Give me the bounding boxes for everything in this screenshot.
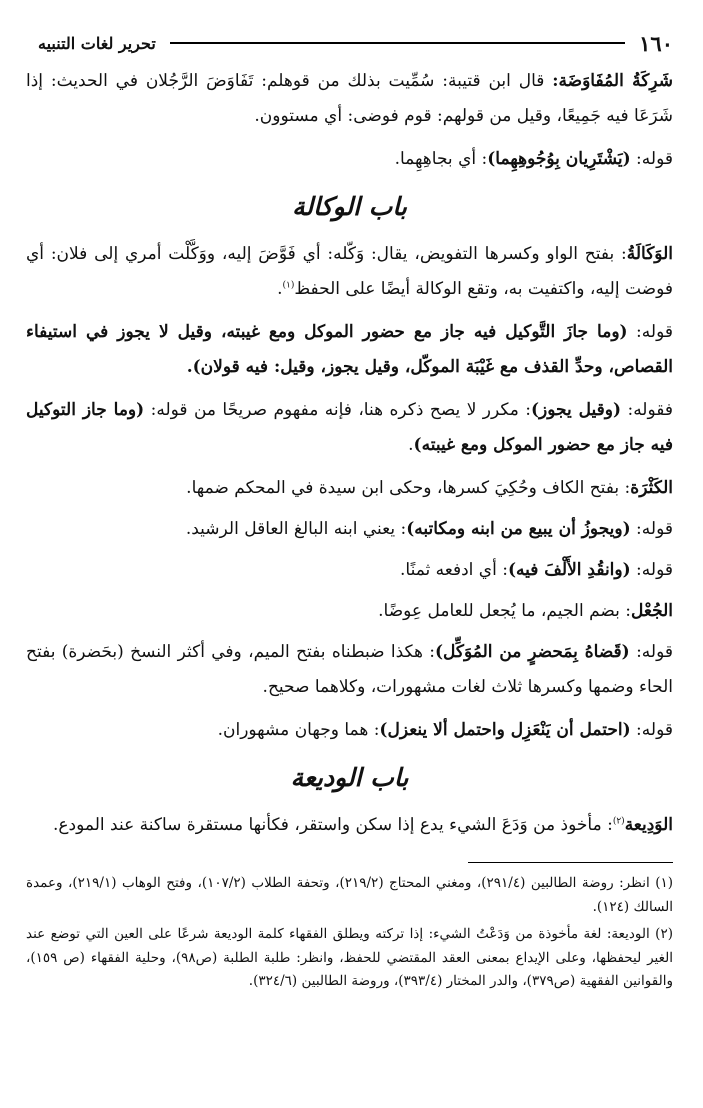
entry-text: : بفتح الواو وكسرها التفويض، يقال: وَكّله: أي فَوَّضَ إليه، ووَكَّلْت أمري إلى فلان: أي فوضت إليه، واكتفيت به، وتقع الوكالة أيضًا على الحفظ: [26, 244, 673, 299]
entry-text: : مكرر لا يصح ذكره هنا، فإنه مفهوم صريحًا من قوله:: [144, 400, 532, 420]
entry-al-wakala: [26, 237, 673, 307]
quoted-phrase: (وما جازَ التَّوكيل فيه جاز مع حضور الموكل ومع غيبته، وقيل لا يجوز في استيفاء القصاص، وحدِّ القذف مع غَيْبَة الموكّل، وقيل يجوز، وقيل: فيه قولان).: [26, 322, 673, 377]
lead-word: قوله:: [630, 560, 673, 580]
quoted-phrase: (احتمل أن يَنْعَزِل واحتمل ألا ينعزل): [379, 720, 631, 740]
entry-text: : بفتح الكاف وحُكِيَ كسرها، وحكى ابن سيدة في المحكم ضمها.: [186, 478, 631, 498]
entry-text: : يعني ابنه البالغ العاقل الرشيد.: [185, 519, 407, 539]
headword: الكَثْرَة: [630, 478, 673, 498]
lead-word: فقوله:: [621, 400, 673, 420]
entry-yashtariyan: [26, 142, 673, 177]
headword: الوَدِيعة: [624, 815, 673, 835]
entry-text: : أي ادفعه ثمنًا.: [399, 560, 508, 580]
footnotes: [26, 872, 673, 998]
quoted-phrase: (ويجوزُ أن يبيع من ابنه ومكاتبه): [406, 519, 631, 539]
entry-text: : بضم الجيم، ما يُجعل للعامل عِوضًا.: [378, 601, 632, 621]
quoted-phrase: (وانقُدِ الأَلْفَ فيه): [507, 560, 631, 580]
lead-word: قوله:: [630, 519, 673, 539]
entry-text: : هما وجهان مشهوران.: [217, 720, 380, 740]
headword: شَرِكَةُ المُفَاوَضَة:: [552, 71, 673, 91]
entry-al-kathra: [26, 471, 673, 506]
entry-tawkil: [26, 315, 673, 385]
footnote-separator: [468, 862, 673, 863]
main-text: [26, 64, 673, 851]
entry-end: .: [277, 279, 283, 299]
lead-word: قوله:: [627, 322, 673, 342]
entry-al-jul: [26, 594, 673, 629]
footnote-1: (١) انظر: روضة الطالبين (٢٩١/٤)، ومغني المحتاج (٢١٩/٢)، وتحفة الطلاب (١٠٧/٢)، وفتح الوهاب (٢١٩/١)، وعمدة السالك (١٢٤).: [26, 875, 674, 915]
entry-unqud-al-alf: [26, 553, 673, 588]
quoted-phrase: (وقيل يجوز): [531, 400, 622, 420]
header-rule: [170, 42, 625, 44]
running-header: [38, 30, 673, 56]
entry-qila-yajuz: [26, 393, 673, 463]
lead-word: قوله:: [629, 642, 673, 662]
footnote-ref-1[interactable]: (١): [282, 280, 295, 291]
chapter-title-wakala: باب الوكالة: [292, 192, 407, 221]
entry-yabi-ibnih: [26, 512, 673, 547]
headword: الوَكَالَةُ: [626, 244, 673, 264]
entry-sharikat-al-mufawada: [26, 64, 673, 134]
page-number: ١٦٠: [639, 30, 673, 56]
entry-al-wadia: [26, 808, 673, 843]
entry-text: : أي بجاهِهِما.: [394, 149, 488, 169]
entry-qadahu-bimahdar: [26, 635, 673, 705]
entry-end: .: [408, 435, 414, 455]
quoted-phrase: (قَضاهُ بِمَحضرٍ من المُوَكِّل): [434, 642, 630, 662]
lead-word: قوله:: [630, 720, 673, 740]
footnote-ref-2[interactable]: (٢): [612, 816, 625, 827]
quoted-phrase: (يَشْتَرِيان بِوُجُوهِهِما): [487, 149, 631, 169]
chapter-title-wadia: باب الوديعة: [290, 763, 409, 792]
entry-text: : مأخوذ من وَدَعَ الشيء يدع إذا سكن واستقر، فكأنها مستقرة ساكنة عند المودع.: [53, 815, 613, 835]
quoted-phrase-2: (وما جاز التوكيل فيه جاز مع حضور الموكل ومع غيبته): [26, 400, 673, 455]
footnote-2: (٢) الوديعة: لغة مأخوذة من وَدَعْتُ الشيء: إذا تركته ويطلق الفقهاء كلمة الوديعة شرعًا على العين التي توضع عند الغير ليحفظها، وعلى الإيداع بمعنى العقد المقتضي للحفظ، وانظر: طلبة الطلبة (ص٩٨)، وحلية الفقهاء (ص ١٥٩)، والقوانين الفقهية (ص٣٧٩)، والدر المختار (٣٩٣/٤)، وروضة الطالبين (٣٢٤/٦).: [26, 926, 674, 989]
entry-yanazil: [26, 713, 673, 748]
entry-text: : هكذا ضبطناه بفتح الميم، وفي أكثر النسخ (بحَضرة) بفتح الحاء وضمها وكسرها ثلاث لغات مشهورات، وكلاهما صحيح.: [26, 642, 673, 697]
running-title: تحرير لغات التنبيه: [38, 33, 156, 53]
entry-text: قال ابن قتيبة: سُمِّيت بذلك من قوهلم: تَفَاوَضَ الرَّجُلان في الحديث: إذا شَرَعَا فيه جَمِيعًا، وقيل من قولهم: قوم فوضى: أي مستوون.: [26, 71, 673, 126]
lead-word: قوله:: [630, 149, 673, 169]
headword: الجُعْل: [631, 601, 673, 621]
